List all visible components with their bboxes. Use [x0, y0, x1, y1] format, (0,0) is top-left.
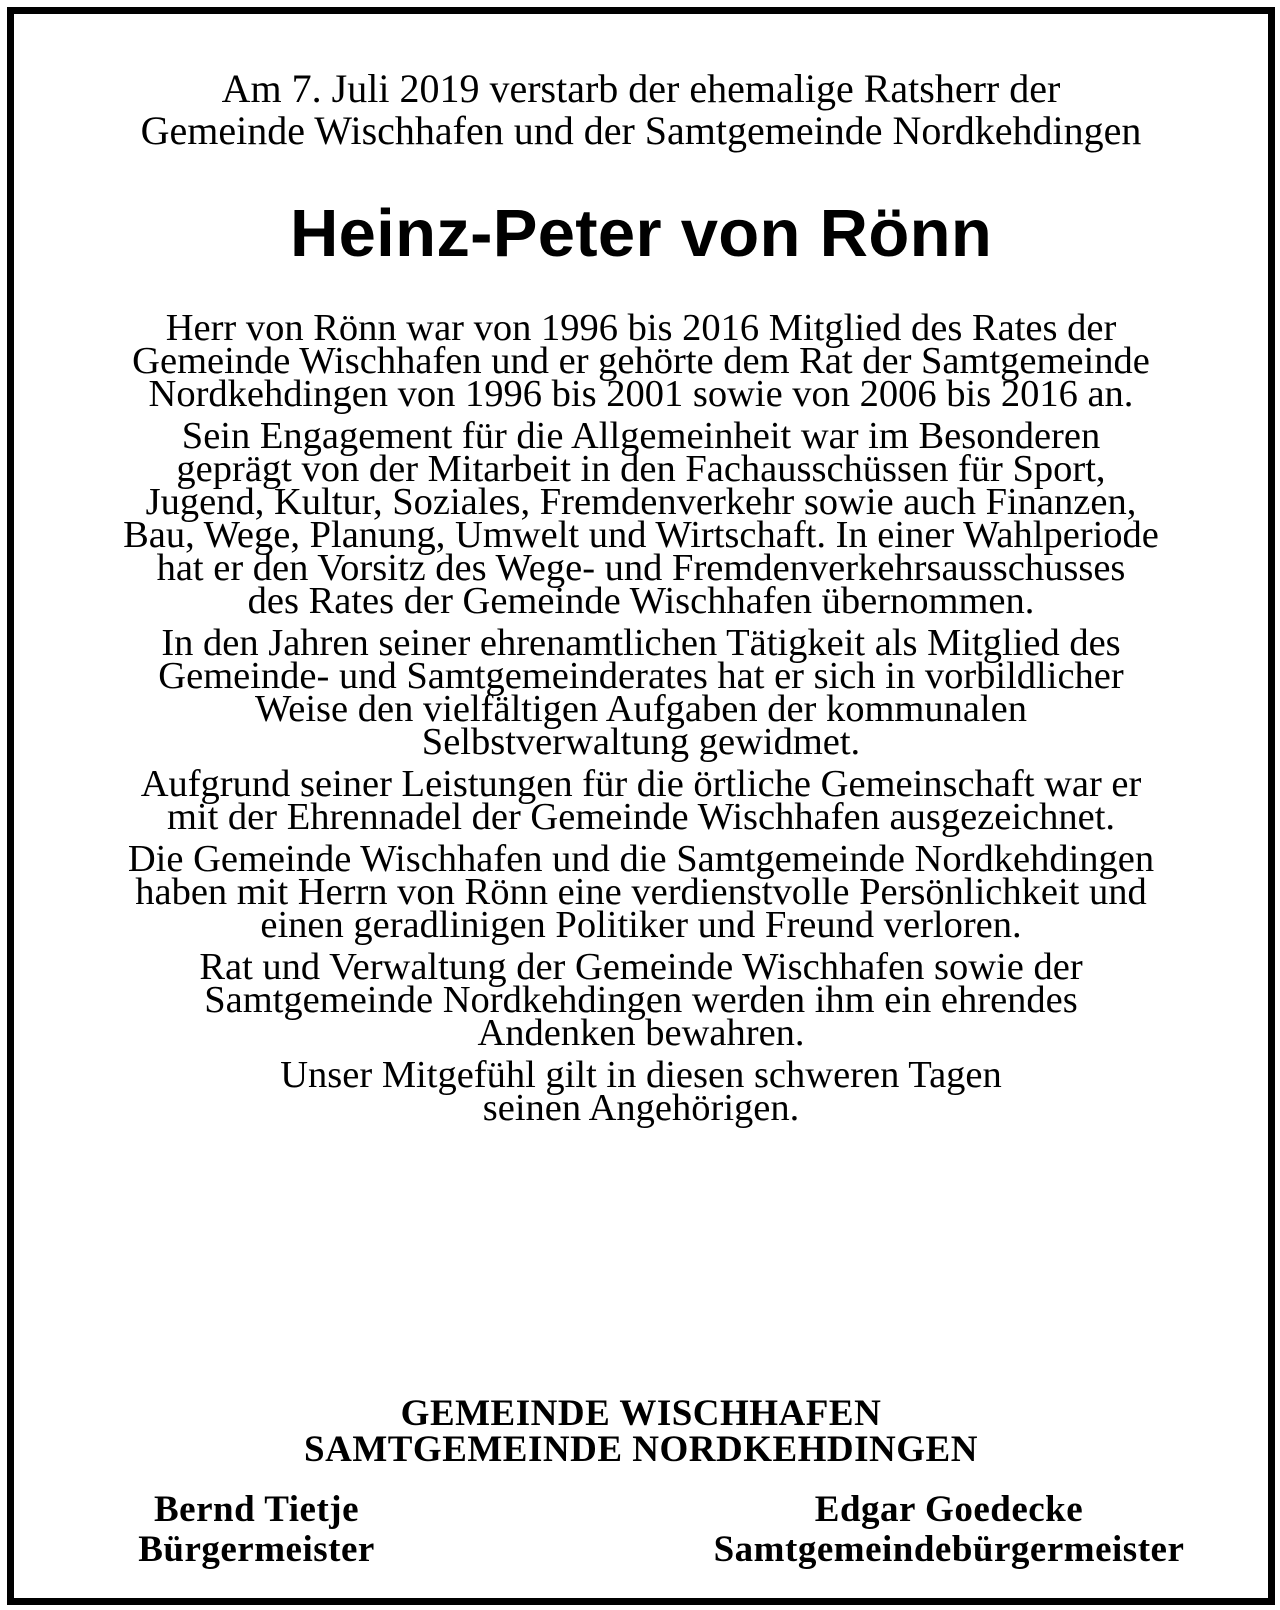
signer-name: Edgar Goedecke: [814, 1489, 1084, 1530]
deceased-name: Heinz-Peter von Rönn: [289, 196, 993, 271]
body-line: geprägt von der Mitarbeit in den Fachausschüssen für Sport,: [176, 448, 1106, 490]
body-line: Sein Engagement für die Allgemeinheit war im Besonderen: [181, 415, 1101, 457]
body-line: Rat und Verwaltung der Gemeinde Wischhafen sowie der: [199, 946, 1083, 988]
body-line: des Rates der Gemeinde Wischhafen übernommen.: [247, 580, 1035, 622]
notice-body: [44, 307, 1238, 1134]
body-line: Die Gemeinde Wischhafen und die Samtgemeinde Nordkehdingen: [127, 838, 1155, 880]
paragraph-service: [44, 307, 1238, 415]
organization-name: GEMEINDE WISCHHAFEN: [400, 1393, 882, 1434]
paragraph-volunteer: [44, 622, 1238, 763]
paragraph-award: [44, 763, 1238, 838]
intro-text: [54, 68, 1228, 152]
signer-mayor: [114, 1490, 399, 1570]
body-line: Weise den vielfältigen Aufgaben der kommunalen: [255, 688, 1027, 730]
body-line: Aufgrund seiner Leistungen für die örtliche Gemeinschaft war er: [140, 763, 1142, 805]
body-line: Jugend, Kultur, Soziales, Fremdenverkehr sowie auch Finanzen,: [145, 481, 1137, 523]
paragraph-remembrance: [44, 946, 1238, 1054]
body-line: Unser Mitgefühl gilt in diesen schweren Tagen: [280, 1054, 1002, 1096]
body-line: mit der Ehrennadel der Gemeinde Wischhafen ausgezeichnet.: [166, 796, 1116, 838]
signer-name: Bernd Tietje: [153, 1489, 360, 1530]
obituary-notice: [14, 14, 1268, 1598]
body-line: Gemeinde- und Samtgemeinderates hat er sich in vorbildlicher: [158, 655, 1124, 697]
body-line: Andenken bewahren.: [477, 1012, 805, 1054]
body-line: Gemeinde Wischhafen und er gehörte dem Rat der Samtgemeinde: [132, 340, 1150, 382]
body-line: Samtgemeinde Nordkehdingen werden ihm ein ehrendes: [204, 979, 1078, 1021]
body-line: seinen Angehörigen.: [482, 1087, 800, 1129]
signer-title: Bürgermeister: [138, 1529, 375, 1570]
paragraph-engagement: [44, 415, 1238, 622]
body-line: In den Jahren seiner ehrenamtlichen Tätigkeit als Mitglied des: [161, 622, 1121, 664]
body-line: einen geradlinigen Politiker und Freund verloren.: [260, 904, 1022, 946]
organization-name: SAMTGEMEINDE NORDKEHDINGEN: [304, 1429, 978, 1470]
body-line: Selbstverwaltung gewidmet.: [421, 721, 861, 763]
paragraph-loss: [44, 838, 1238, 946]
signoff-organizations: [14, 1393, 1268, 1470]
signer-title: Samtgemeindebürgermeister: [713, 1529, 1185, 1570]
body-line: haben mit Herrn von Rönn eine verdienstvolle Persönlichkeit und: [135, 871, 1147, 913]
intro-line: Gemeinde Wischhafen und der Samtgemeinde Nordkehdingen: [140, 108, 1142, 153]
body-line: hat er den Vorsitz des Wege- und Fremdenverkehrsausschusses: [156, 547, 1126, 589]
notice-frame: [7, 7, 1275, 1605]
body-line: Nordkehdingen von 1996 bis 2001 sowie von 2006 bis 2016 an.: [148, 373, 1134, 415]
paragraph-condolence: [44, 1054, 1238, 1129]
intro-line: Am 7. Juli 2019 verstarb der ehemalige Ratsherr der: [221, 66, 1061, 111]
body-line: Herr von Rönn war von 1996 bis 2016 Mitglied des Rates der: [165, 307, 1117, 349]
signer-samtgemeinde-mayor: [664, 1490, 1234, 1570]
body-line: Bau, Wege, Planung, Umwelt und Wirtschaft. In einer Wahlperiode: [123, 514, 1159, 556]
